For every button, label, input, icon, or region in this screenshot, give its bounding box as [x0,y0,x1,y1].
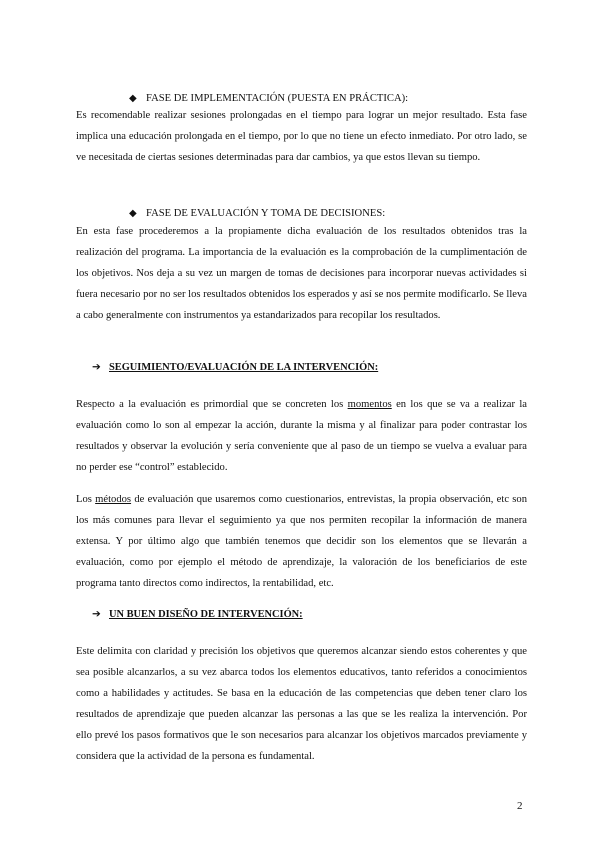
right-arrow-icon: ➔ [92,609,101,620]
text-run: Respecto a la evaluación es primordial que se concreten los [76,399,348,410]
paragraph-evaluacion-decisiones: En esta fase procederemos a la propiamente dicha evaluación de los resultados obtenidos tras la realización del programa. La importancia de la evaluación es la comprobación de la cumplimentación de los objetivos. Nos deja a su vez un margen de tomas de decisiones para incorporar nuevas actividades si fuera necesario por no ser los resultados obtenidos los esperados y así se nos permite modificarlo. Se lleva a cabo generalmente con instrumentos ya estandarizados para recopilar los resultados. [76,226,527,321]
heading-buen-diseno [92,608,303,622]
paragraph-implementacion: Es recomendable realizar sesiones prolongadas en el tiempo para lograr un mejor resultado. Esta fase implica una educación prolongada en el tiempo, por lo que no tiene un efecto inmediato. Por otro lado, se ve necesitada de ciertas sesiones determinadas para dar cambios, ya que estos llevan su tiempo. [76,110,527,163]
right-arrow-icon: ➔ [92,362,101,373]
text-run: de evaluación que usaremos como cuestionarios, entrevistas, la propia observación, etc son los más comunes para llevar el seguimiento ya que nos permiten recopilar la información de manera extensa. Y por último algo que también tenemos que decidir son los elementos que se llevarán a evaluación, como por ejemplo el método de aprendizaje, la valoración de los beneficiarios de este programa tanto directos como indirectos, la rentabilidad, etc. [76,494,527,589]
heading-fase-implementacion [129,92,408,106]
text-run: en los que se va a realizar la evaluación como lo son al empezar la acción, durante la misma y al finalizar para poder contrastar los resultados y observar la evolución y sería conveniente que al paso de un tiempo se vuelva a evaluar para no perder ese “control” establecido. [76,399,527,473]
heading-text: UN BUEN DISEÑO DE INTERVENCIÓN: [109,609,303,620]
heading-text: SEGUIMIENTO/EVALUACIÓN DE LA INTERVENCIÓN: [109,362,379,373]
heading-seguimiento [92,361,378,375]
term-momentos: momentos [347,399,392,410]
heading-text: FASE DE EVALUACIÓN Y TOMA DE DECISIONES: [146,208,386,219]
paragraph-seguimiento-momentos [76,394,527,478]
paragraph-seguimiento-metodos [76,489,527,594]
page-number: 2 [517,800,523,812]
heading-fase-evaluacion [129,207,385,221]
text-run: Los [76,494,96,505]
heading-text: FASE DE IMPLEMENTACIÓN (PUESTA EN PRÁCTICA): [146,93,409,104]
term-metodos: métodos [95,494,132,505]
diamond-bullet-icon: ◆ [129,208,137,219]
paragraph-buen-diseno: Este delimita con claridad y precisión los objetivos que queremos alcanzar siendo estos coherentes y que sea posible alcanzarlos, a su vez abarca todos los elementos educativos, tanto referidos a conocimientos como a habilidades y actitudes. Se basa en la educación de las competencias que deben tener claro los resultados de aprendizaje que pueden alcanzar las personas a las que se les realiza la intervención. Por ello prevé los pasos formativos que le son necesarios para alcanzar los objetivos marcados previamente y considera que la actividad de la persona es fundamental. [76,646,527,762]
diamond-bullet-icon: ◆ [129,93,137,104]
